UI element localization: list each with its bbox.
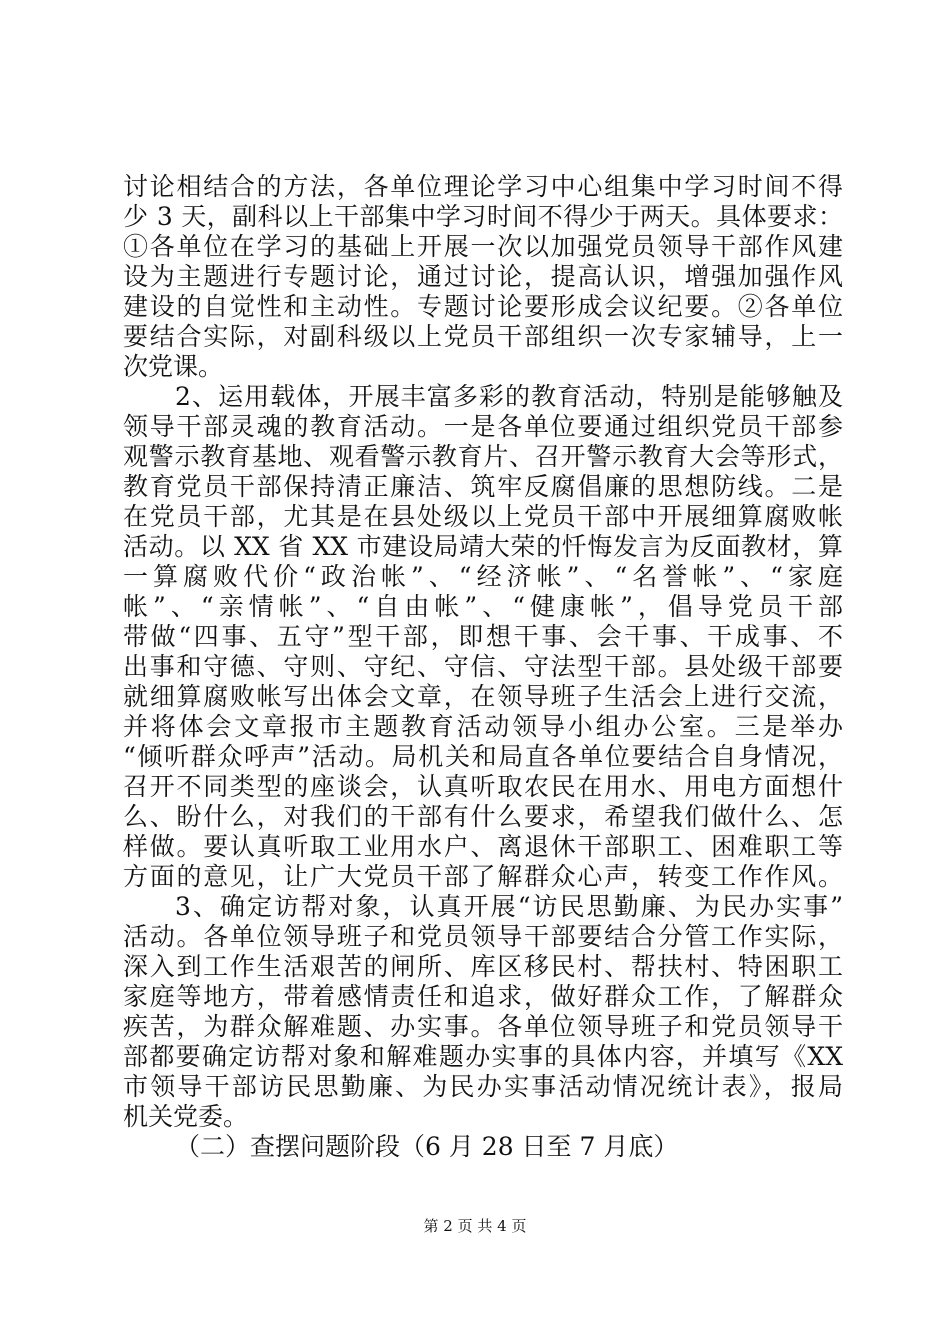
text-line: 2、运用载体，开展丰富多彩的教育活动，特别是能够触及 [175,382,843,411]
text-line: 并将体会文章报市主题教育活动领导小组办公室。三是举办 [123,712,843,741]
text-line: 市领导干部访民思勤廉、为民办实事活动情况统计表》，报局 [123,1072,843,1101]
text-line: 么、盼什么，对我们的干部有什么要求，希望我们做什么、怎 [123,802,843,831]
text-line: 领导干部灵魂的教育活动。一是各单位要通过组织党员干部参 [123,412,843,441]
text-line: 在党员干部，尤其是在县处级以上党员干部中开展细算腐败帐 [123,502,843,531]
text-line: 一算腐败代价“政治帐”、“经济帐”、“名誉帐”、“家庭 [123,562,843,591]
text-line: 观警示教育基地、观看警示教育片、召开警示教育大会等形式， [123,442,843,471]
text-line: “倾听群众呼声”活动。局机关和局直各单位要结合自身情况， [123,742,843,771]
text-line: 家庭等地方，带着感情责任和追求，做好群众工作，了解群众 [123,982,843,1011]
text-line: 疾苦，为群众解难题、办实事。各单位领导班子和党员领导干 [123,1012,843,1041]
document-body [123,172,843,1162]
text-line: 建设的自觉性和主动性。专题讨论要形成会议纪要。②各单位 [123,292,843,321]
text-line: 带做“四事、五守”型干部，即想干事、会干事、干成事、不 [123,622,843,651]
text-line: 少 3 天，副科以上干部集中学习时间不得少于两天。具体要求： [123,202,843,231]
text-line: 教育党员干部保持清正廉洁、筑牢反腐倡廉的思想防线。二是 [123,472,843,501]
text-line: 样做。要认真听取工业用水户、离退休干部职工、困难职工等 [123,832,843,861]
text-line: 要结合实际，对副科级以上党员干部组织一次专家辅导，上一 [123,322,843,351]
text-line: 机关党委。 [123,1102,249,1131]
text-line: 活动。各单位领导班子和党员领导干部要结合分管工作实际， [123,922,843,951]
text-line: 3、确定访帮对象，认真开展“访民思勤廉、为民办实事” [175,892,843,921]
text-line: 方面的意见，让广大党员干部了解群众心声，转变工作作风。 [123,862,843,891]
text-line: （二）查摆问题阶段（6 月 28 日至 7 月底） [175,1132,679,1161]
text-line: ①各单位在学习的基础上开展一次以加强党员领导干部作风建 [123,232,843,261]
text-line: 出事和守德、守则、守纪、守信、守法型干部。县处级干部要 [123,652,843,681]
text-line: 召开不同类型的座谈会，认真听取农民在用水、用电方面想什 [123,772,843,801]
text-line: 讨论相结合的方法，各单位理论学习中心组集中学习时间不得 [123,172,843,201]
text-line: 活动。以 XX 省 XX 市建设局靖大荣的忏悔发言为反面教材，算 [123,532,843,561]
text-line: 帐”、“亲情帐”、“自由帐”、“健康帐”，倡导党员干部 [123,592,843,621]
text-line: 深入到工作生活艰苦的闸所、库区移民村、帮扶村、特困职工 [123,952,843,981]
text-line: 设为主题进行专题讨论，通过讨论，提高认识，增强加强作风 [123,262,843,291]
text-line: 就细算腐败帐写出体会文章，在领导班子生活会上进行交流， [123,682,843,711]
text-line: 部都要确定访帮对象和解难题办实事的具体内容，并填写《XX [123,1042,843,1071]
text-line: 次党课。 [123,352,224,381]
page-footer: 第 2 页 共 4 页 [423,1217,527,1235]
